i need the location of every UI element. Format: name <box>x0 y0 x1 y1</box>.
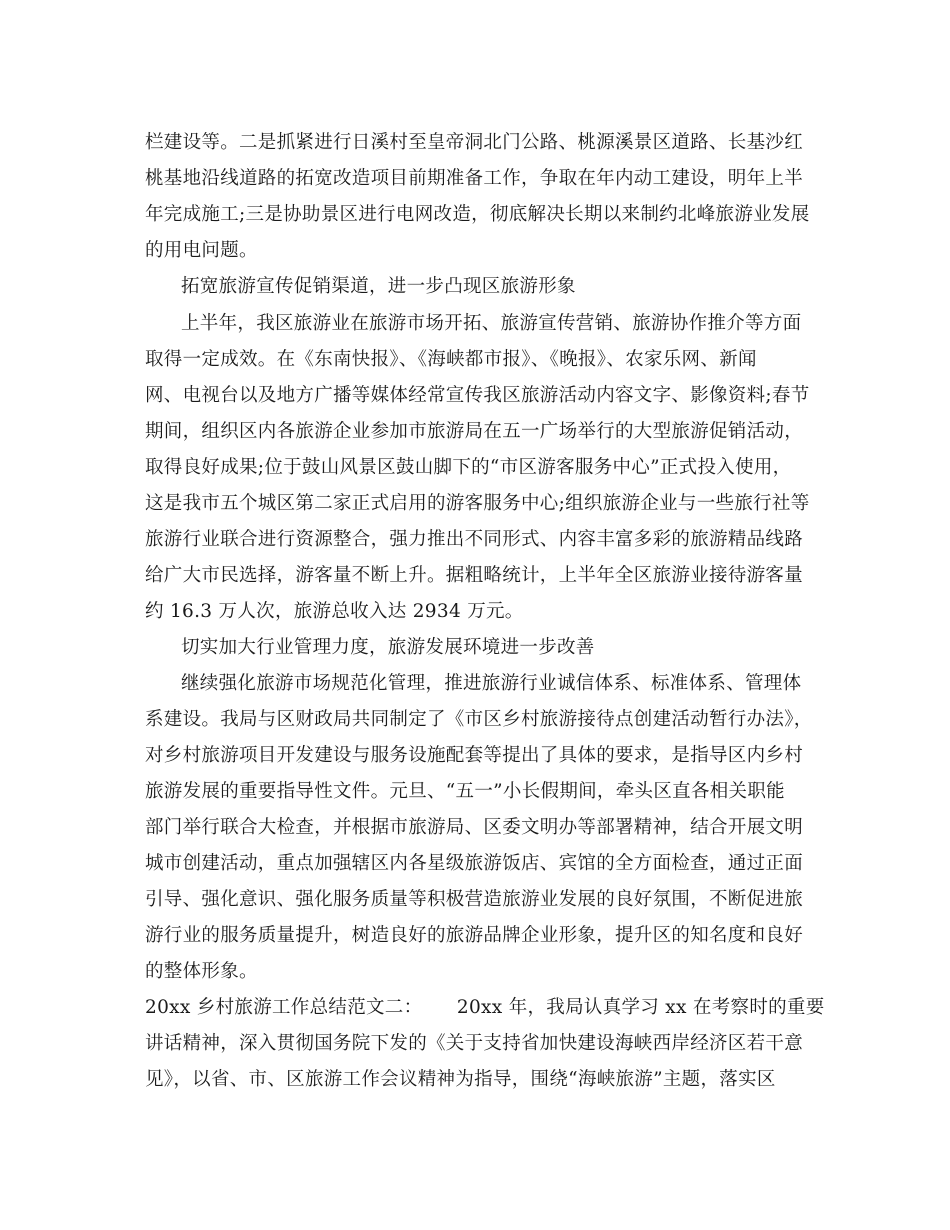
paragraph-line: 旅游发展的重要指导性文件。元旦、“五一”小长假期间，牵头区直各相关职能 <box>145 781 785 802</box>
paragraph-line: 给广大市民选择，游客量不断上升。据粗略统计，上半年全区旅游业接待游客量 <box>145 565 804 586</box>
paragraph-line: 见》，以省、市、区旅游工作会议精神为指导，围绕“海峡旅游”主题，落实区 <box>145 1069 776 1090</box>
paragraph-line: 的用电问题。 <box>145 240 258 261</box>
paragraph-line: 网、电视台以及地方广播等媒体经常宣传我区旅游活动内容文字、影像资料;春节 <box>145 385 810 406</box>
paragraph-line: 系建设。我局与区财政局共同制定了《市区乡村旅游接待点创建活动暂行办法》， <box>145 709 813 730</box>
paragraph-line: 引导、强化意识、强化服务质量等积极营造旅游业发展的良好氛围，不断促进旅 <box>145 889 804 910</box>
paragraph-line: 取得一定成效。在《东南快报》、《海峡都市报》、《晚报》、农家乐网、新闻 <box>145 349 757 370</box>
paragraph-line: 部门举行联合大检查，并根据市旅游局、区委文明办等部署精神，结合开展文明 <box>145 817 804 838</box>
paragraph-line: 上半年，我区旅游业在旅游市场开拓、旅游宣传营销、旅游协作推介等方面 <box>181 313 802 334</box>
paragraph-line: 的整体形象。 <box>145 961 258 982</box>
paragraph-line: 继续强化旅游市场规范化管理，推进旅游行业诚信体系、标准体系、管理体 <box>181 673 802 694</box>
paragraph-line: 旅游行业联合进行资源整合，强力推出不同形式、内容丰富多彩的旅游精品线路 <box>145 529 804 550</box>
paragraph-line: 栏建设等。二是抓紧进行日溪村至皇帝洞北门公路、桃源溪景区道路、长基沙红 <box>145 132 804 153</box>
paragraph-line: 桃基地沿线道路的拓宽改造项目前期准备工作，争取在年内动工建设，明年上半 <box>145 168 804 189</box>
paragraph-line: 年完成施工;三是协助景区进行电网改造，彻底解决长期以来制约北峰旅游业发展 <box>145 204 810 225</box>
paragraph-line: 城市创建活动，重点加强辖区内各星级旅游饭店、宾馆的全方面检查，通过正面 <box>145 853 804 874</box>
section-heading: 切实加大行业管理力度，旅游发展环境进一步改善 <box>181 637 595 658</box>
paragraph-line: 期间，组织区内各旅游企业参加市旅游局在五一广场举行的大型旅游促销活动， <box>145 421 804 442</box>
paragraph-line: 对乡村旅游项目开发建设与服务设施配套等提出了具体的要求，是指导区内乡村 <box>145 745 804 766</box>
section-heading: 拓宽旅游宣传促销渠道，进一步凸现区旅游形象 <box>181 276 576 297</box>
paragraph-line: 游行业的服务质量提升，树造良好的旅游品牌企业形象，提升区的知名度和良好 <box>145 925 804 946</box>
paragraph-line: 取得良好成果;位于鼓山风景区鼓山脚下的“市区游客服务中心”正式投入使用， <box>145 457 792 478</box>
section-title-line: 20xx 乡村旅游工作总结范文二： 20xx 年，我局认真学习 xx 在考察时的重要 <box>145 997 825 1018</box>
paragraph-line: 这是我市五个城区第二家正式启用的游客服务中心;组织旅游企业与一些旅行社等 <box>145 493 810 514</box>
paragraph-line: 约 16.3 万人次，旅游总收入达 2934 万元。 <box>145 601 524 622</box>
paragraph-line: 讲话精神，深入贯彻国务院下发的《关于支持省加快建设海峡西岸经济区若干意 <box>145 1033 804 1054</box>
